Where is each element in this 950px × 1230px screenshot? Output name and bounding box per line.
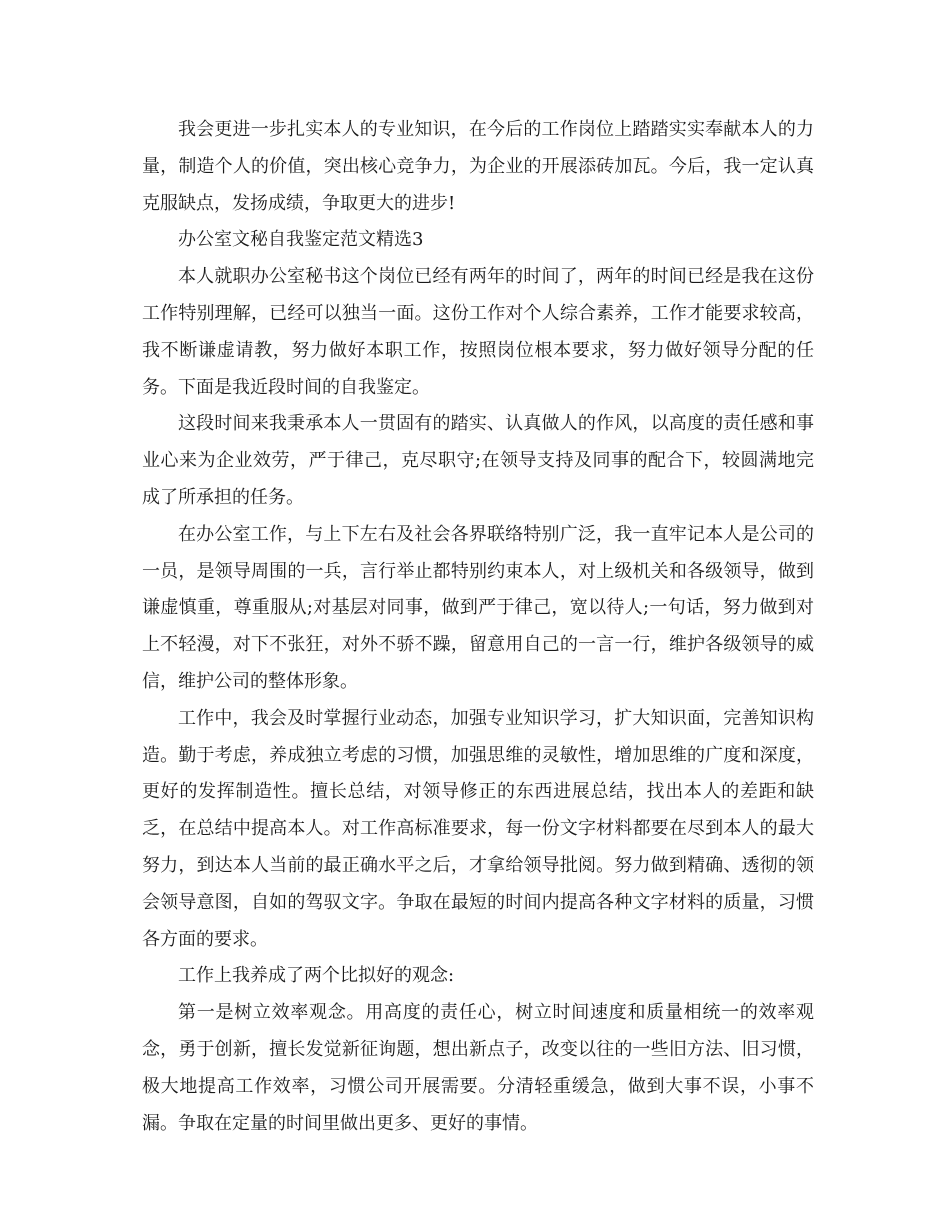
paragraph-concepts-lead: 工作上我养成了两个比拟好的观念: bbox=[178, 965, 455, 987]
paragraph-skills: 工作中，我会及时掌握行业动态，加强专业知识学习，扩大知识面，完善知识构造。勤于考虑，养成独立考虑的习惯，加强思维的灵敏性，增加思维的广度和深度，更好的发挥制造性。擅长总结，对领导修正的东西进展总结，找出本人的差距和缺乏，在总结中提高本人。对工作高标准要求，每一份文字材料都要在尽到本人的最大努力，到达本人当前的最正确水平之后，才拿给领导批阅。努力做到精确、透彻的领会领导意图，自如的驾驭文字。争取在最短的时间内提高各种文字材料的质量，习惯各方面的要求。 bbox=[142, 707, 814, 950]
paragraph-intro: 本人就职办公室秘书这个岗位已经有两年的时间了，两年的时间已经是我在这份工作特别理解，已经可以独当一面。这份工作对个人综合素养，工作才能要求较高，我不断谦虚请教，努力做好本职工作，按照岗位根本要求，努力做好领导分配的任务。下面是我近段时间的自我鉴定。 bbox=[142, 266, 814, 398]
paragraph-office-work: 在办公室工作，与上下左右及社会各界联络特别广泛，我一直牢记本人是公司的一员，是领导周围的一兵，言行举止都特别约束本人，对上级机关和各级领导，做到谦虚慎重，尊重服从;对基层对同事，做到严于律己，宽以待人;一句话，努力做到对上不轻漫，对下不张狂，对外不骄不躁，留意用自己的一言一行，维护各级领导的威信，维护公司的整体形象。 bbox=[142, 523, 814, 692]
paragraph-efficiency: 第一是树立效率观念。用高度的责任心，树立时间速度和质量相统一的效率观念，勇于创新，擅长发觉新征询题，想出新点子，改变以往的一些旧方法、旧习惯，极大地提高工作效率，习惯公司开展需要。分清轻重缓急，做到大事不误，小事不漏。争取在定量的时间里做出更多、更好的事情。 bbox=[142, 1002, 814, 1134]
section-heading: 办公室文秘自我鉴定范文精选3 bbox=[178, 229, 424, 251]
paragraph-commitment: 我会更进一步扎实本人的专业知识，在今后的工作岗位上踏踏实实奉献本人的力量，制造个人的价值，突出核心竞争力，为企业的开展添砖加瓦。今后，我一定认真克服缺点，发扬成绩，争取更大的进步! bbox=[142, 119, 814, 214]
paragraph-work-style: 这段时间来我秉承本人一贯固有的踏实、认真做人的作风，以高度的责任感和事业心来为企业效劳，严于律己，克尽职守;在领导支持及同事的配合下，较圆满地完成了所承担的任务。 bbox=[142, 413, 814, 508]
document-body bbox=[142, 112, 814, 1142]
